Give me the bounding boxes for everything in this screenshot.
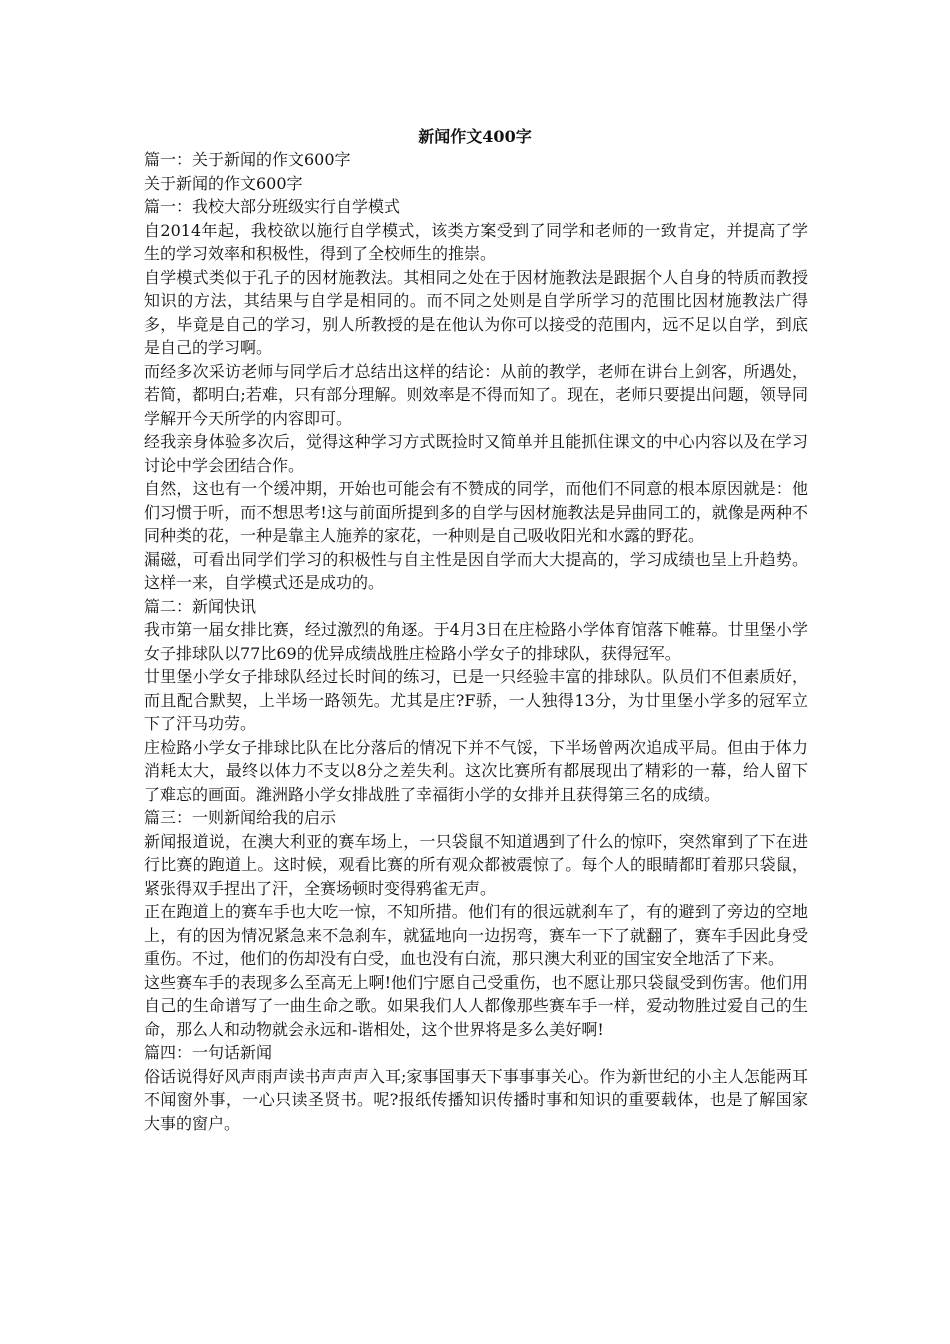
paragraph: 自学模式类似于孔子的因材施教法。其相同之处在于因材施教法是跟据个人自身的特质而教授知识的方法，其结果与自学是相同的。而不同之处则是自学所学习的范围比因材施教法广得多，毕竟是自己的学习，别人所教授的是在他认为你可以接受的范围内，远不足以自学，到底是自己的学习啊。 (144, 267, 808, 357)
paragraph: 漏磁，可看出同学们学习的积极性与自主性是因自学而大大提高的，学习成绩也呈上升趋势。这样一来，自学模式还是成功的。 (144, 549, 808, 592)
paragraph: 经我亲身体验多次后，觉得这种学习方式既捡时又简单并且能抓住课文的中心内容以及在学习讨论中学会团结合作。 (144, 432, 808, 475)
paragraph: 俗话说得好风声雨声读书声声声入耳;家事国事天下事事事关心。作为新世纪的小主人怎能两耳不闻窗外事，一心只读圣贤书。呢?报纸传播知识传播时事和知识的重要载体，也是了解国家大事的窗户。 (144, 1066, 808, 1133)
heading-part-4: 篇四：一句话新闻 (144, 1043, 273, 1062)
document-title: 新闻作文400字 (418, 127, 532, 146)
heading-part-3: 篇三：一则新闻给我的启示 (144, 808, 337, 827)
heading-article-1: 篇一：我校大部分班级实行自学模式 (144, 197, 401, 216)
heading-part-1: 篇一：关于新闻的作文600字 (144, 150, 351, 169)
document-body (144, 148, 808, 1135)
paragraph: 正在跑道上的赛车手也大吃一惊，不知所措。他们有的很远就刹车了，有的避到了旁边的空地上，有的因为情况紧急来不急刹车，就猛地向一边拐弯，赛车一下了就翻了，赛车手因此身受重伤。不过，他们的伤却没有白受，血也没有白流，那只澳大利亚的国宝安全地活了下来。 (144, 902, 808, 968)
paragraph: 廿里堡小学女子排球队经过长时间的练习，已是一只经验丰富的排球队。队员们不但素质好，而且配合默契，上半场一路领先。尤其是庄?F骄，一人独得13分，为廿里堡小学多的冠军立下了汗马功劳。 (144, 667, 808, 733)
paragraph: 新闻报道说，在澳大利亚的赛车场上，一只袋鼠不知道遇到了什么的惊吓，突然窜到了下在进行比赛的跑道上。这时候，观看比赛的所有观众都被震惊了。每个人的眼睛都盯着那只袋鼠，紧张得双手捏出了汗，全赛场顿时变得鸦雀无声。 (144, 831, 808, 898)
paragraph: 这些赛车手的表现多么至高无上啊!他们宁愿自己受重伤，也不愿让那只袋鼠受到伤害。他们用自己的生命谱写了一曲生命之歌。如果我们人人都像那些赛车手一样，爱动物胜过爱自己的生命，那么人和动物就会永远和-谐相处，这个世界将是多么美好啊! (144, 972, 808, 1039)
paragraph: 我市第一届女排比赛，经过激烈的角逐。于4月3日在庄检路小学体育馆落下帷幕。廿里堡小学女子排球队以77比69的优异成绩战胜庄检路小学女子的排球队，获得冠军。 (144, 620, 808, 663)
heading-essay-title: 关于新闻的作文600字 (144, 173, 303, 193)
paragraph: 而经多次采访老师与同学后才总结出这样的结论：从前的教学，老师在讲台上剑客，所遇处，若简，都明白;若难，只有部分理解。则效率是不得而知了。现在，老师只要提出问题，领导同学解开今天所学的内容即可。 (144, 361, 808, 428)
paragraph: 庄检路小学女子排球比队在比分落后的情况下并不气馁，下半场曾两次追成平局。但由于体力消耗太大，最终以体力不支以8分之差失利。这次比赛所有都展现出了精彩的一幕，给人留下了难忘的画面。潍洲路小学女排战胜了幸福街小学的女排并且获得第三名的成绩。 (144, 737, 808, 804)
paragraph: 自然，这也有一个缓冲期，开始也可能会有不赞成的同学，而他们不同意的根本原因就是：他们习惯于听，而不想思考!这与前面所提到多的自学与因材施教法是异曲同工的，就像是两种不同种类的花，一种是靠主人施养的家花，一种则是自己吸收阳光和水露的野花。 (144, 479, 808, 545)
paragraph: 自2014年起，我校欲以施行自学模式，该类方案受到了同学和老师的一致肯定，并提高了学生的学习效率和积极性，得到了全校师生的推崇。 (144, 220, 808, 263)
heading-part-2: 篇二：新闻快讯 (144, 596, 257, 616)
